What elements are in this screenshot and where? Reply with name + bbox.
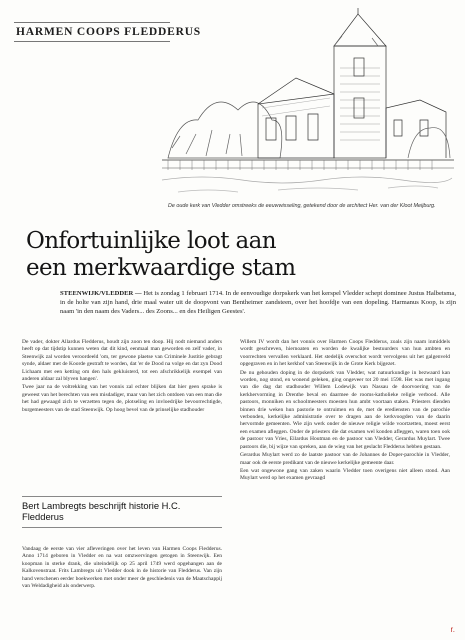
paragraph: Twee jaar na de voltrekking van het vonnis zal echter blijken dat hier geen sprake is geweest van het berechten van een misdadiger, maar van het zich ontdoen van een man die het had gewaagd zich te verzetten tegen de, plotseling en invloedrijke bevoorrechtigde, burgemeesters van de stad Steenwijk. Op hoog bevel van de prinselijke stadhouder xyxy=(22,384,222,413)
church-drawing xyxy=(158,8,456,200)
paragraph: Gerardus Muylart werd zo de laatste pastoor van de Johannes de Doper-parochie in Vledder, maar ook de eerste predikant van de nieuwe kerkelijke gemeente daar. xyxy=(240,452,450,466)
corner-mark: r. xyxy=(450,625,455,634)
series-masthead: HARMEN COOPS FLEDDERUS xyxy=(16,26,202,38)
box-rule-bottom xyxy=(22,527,222,528)
paragraph: Willem IV wordt dan het vonnis over Harmen Coops Fledderus, zoals zijn naam inmiddels wordt geschreven, hiernoaten en worden de kwalijke bestuurders van hun ambten en voorrechten vervallen verklaard. Het stedelijk overschot wordt vervolgens uit het galgenveld opgegraven en in het kerkhof van Steenwijk in de Grote Kerk bijgezet. xyxy=(240,339,450,368)
series-box-title: Bert Lambregts beschrijft historie H.C. Fledderus xyxy=(22,500,181,522)
article-lead xyxy=(60,290,456,316)
masthead-rule-bottom xyxy=(14,41,170,42)
paragraph: De vader, dokter Allardus Fledderus, houdt zijn zoon ten doop. Hij nodt niemand anders heeft op dat tijdstip kunnen weten dat dit kind, eenmaal man geworden en zelf vader, in Steenwijk zal worden veroordeeld 'om, ter gewone plaetse van Criminele Justitie gebragt synde, aldaer met de Koorde gestraft te worden, dat 'er de Dood na volge en dat zyn Dood Lichaam met een ketting om den hals gekluisterd, tot een afschrikkelijk exempel van anderen aldaar zal blyven hangen'. xyxy=(22,339,222,383)
article-headline xyxy=(26,228,446,282)
paragraph: De nu gehouden doping in de dorpskerk van Vledder, wat natuurkundige in bezwaard kan worden, nog stond, en wonend geleken, ging ongeveer tot 20 mei 1598. Het was met ingang van die dag dat stadhouder Willem Lodewijk van Nassau de doorvoering van de kerkhervorming in Drenthe beval en daarmee de rooms-katholieke religie verbood. Alle pastoors, monniken en schoolmeesters moesten hun ambt voortaan staken. Priesters dienden binnen drie weken hun pastorie te ontruimen en de, met de erediensten van de parochie verbonden, kerkelijke administratie over te dragen aan de kerkvoogden van de daarin hervormde gemeenten. Wie zijn werk onder de nieuwe religie wilde voortzetten, moest eerst een examen afleggen. Onder de priesters die dat examen wel konden afleggen, waren toen ook de pastoor van Vries, Eilardus Houtman en de pastoor van Vledder, Gerardus Muylart. Twee pastoors die, bij wijze van spreken, aan de wieg van het geslacht Fledderus hebben gestaan. xyxy=(240,369,450,450)
body-column-left xyxy=(22,339,222,415)
paragraph: Een wat ongewone gang van zaken waarin Vledder toen overigens niet alleen stond. Aan Muylart werd op het examen gevraagd xyxy=(240,467,450,482)
body-column-right xyxy=(240,339,450,484)
series-intro-text xyxy=(22,546,222,591)
headline-line-1: Onfortuinlijke loot aan xyxy=(26,228,276,254)
headline-line-2: een merkwaardige stam xyxy=(26,255,296,281)
box-rule-top xyxy=(22,496,222,497)
masthead-rule-top xyxy=(14,22,170,23)
lead-text: Het is zondag 1 februari 1714. In de eenvoudige dorpskerk van het kerspel Vledder schept dominee Justus Halbetsma, in de holte van zijn hand, drie maal water uit de doopvont van Bentheimer zandsteen, over het hoofdje van een dopeling. Harmanus Koop, is zijn naam 'in den naam des Vaders... des Zoons... en des Heiligen Geestes'. xyxy=(60,290,457,315)
image-caption: De oude kerk van Vledder omstreeks de eeuwwisseling, getekend door de architect Her. van der Kloot Meijburg. xyxy=(168,203,436,209)
paragraph: Vandaag de eerste van vier afleveringen over het leven van Harmen Coops Fledderus. Anno 1714 geboren in Vledder en na wat omzwervingen getogen in Steenwijk. Een koopman in sterke drank, die uiteindelijk op 25 april 1749 werd opgehangen aan de Kalkovenstraat. Frits Lambregts uit Vledder dook in de historie van Fledderus. Van zijn hand verschenen eerder boekwerken met onder meer de geschiedenis van de Maatschappij van Weldadigheid als onderwerp. xyxy=(22,546,222,590)
lead-dateline: STEENWIJK/VLEDDER — xyxy=(60,290,142,297)
